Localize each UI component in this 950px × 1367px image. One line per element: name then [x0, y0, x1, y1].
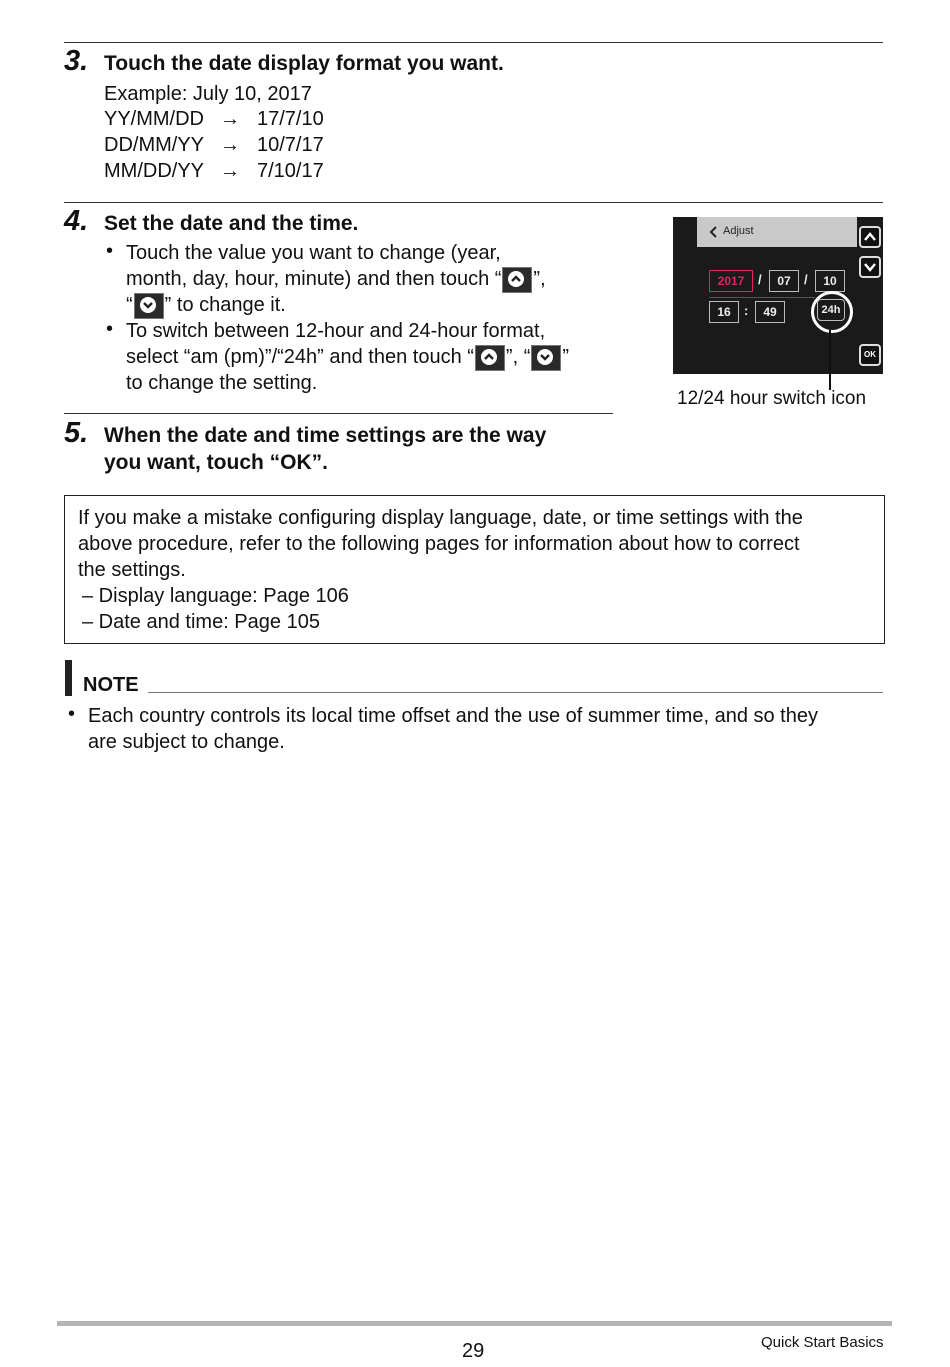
bullet-dot: • — [68, 703, 76, 725]
step-4-bullet-2-line-1: To switch between 12-hour and 24-hour format, — [126, 320, 546, 342]
adjust-title: Adjust — [723, 225, 754, 237]
divider — [709, 297, 815, 298]
info-box — [64, 495, 885, 644]
hour-field[interactable]: 16 — [709, 301, 739, 323]
callout-line — [829, 330, 831, 390]
arrow-icon: → — [220, 160, 240, 182]
top-rule — [64, 42, 883, 43]
chevron-left-icon — [709, 226, 719, 238]
step-3-number: 3. — [64, 45, 89, 77]
time-separator: : — [744, 303, 749, 318]
note-line-1: Each country controls its local time offset and the use of summer time, and so they — [88, 705, 818, 727]
date-separator: / — [804, 272, 808, 287]
step-4-rule — [64, 202, 883, 203]
date-separator: / — [758, 272, 762, 287]
step-4-bullet-2-line-3: to change the setting. — [126, 372, 318, 394]
minute-field[interactable]: 49 — [755, 301, 785, 323]
step-3-example: Example: July 10, 2017 — [104, 83, 312, 105]
adjust-header — [697, 217, 857, 247]
footer-rule — [57, 1321, 892, 1326]
section-label: Quick Start Basics — [761, 1334, 884, 1351]
up-button-icon[interactable] — [859, 226, 881, 248]
camera-screen — [673, 217, 883, 374]
down-button-icon[interactable] — [859, 256, 881, 278]
format-row — [104, 158, 404, 184]
arrow-icon: → — [220, 108, 240, 130]
chevron-up-icon — [475, 345, 505, 371]
format-result: 17/7/10 — [257, 108, 324, 130]
step-5-title-line-1: When the date and time settings are the way — [104, 424, 547, 447]
step-4-title: Set the date and the time. — [104, 212, 359, 235]
step-5-rule — [64, 413, 613, 414]
format-label: DD/MM/YY — [104, 134, 204, 156]
step-5-number: 5. — [64, 417, 89, 449]
format-result: 7/10/17 — [257, 160, 324, 182]
info-line: If you make a mistake configuring display language, date, or time settings with the — [78, 507, 803, 529]
callout-caption: 12/24 hour switch icon — [677, 388, 867, 409]
step-4-bullet-1-line-3: “ ” to change it. — [126, 292, 286, 319]
step-3-title: Touch the date display format you want. — [104, 52, 504, 75]
info-item-date: – Date and time: Page 105 — [82, 611, 320, 633]
format-label: YY/MM/DD — [104, 108, 204, 130]
info-line: the settings. — [78, 559, 186, 581]
note-label: NOTE — [83, 674, 139, 696]
step-5-title-line-2: you want, touch “OK”. — [104, 451, 328, 474]
format-result: 10/7/17 — [257, 134, 324, 156]
format-row — [104, 132, 404, 158]
note-bar — [65, 660, 72, 696]
24h-switch-icon[interactable]: 24h — [817, 299, 845, 321]
ok-button[interactable]: OK — [859, 344, 881, 366]
info-line: above procedure, refer to the following pages for information about how to correct — [78, 533, 800, 555]
step-4-number: 4. — [64, 205, 89, 237]
format-row — [104, 106, 404, 132]
chevron-down-icon — [134, 293, 164, 319]
arrow-icon: → — [220, 134, 240, 156]
chevron-up-icon — [502, 267, 532, 293]
step-4-bullet-2-line-2: select “am (pm)”/“24h” and then touch “ ”, “ ” — [126, 344, 569, 371]
step-4-bullet-1-line-1: Touch the value you want to change (year, — [126, 242, 501, 264]
step-4-bullet-1-line-2: month, day, hour, minute) and then touch “ ”, — [126, 266, 546, 293]
month-field[interactable]: 07 — [769, 270, 799, 292]
page-number: 29 — [462, 1340, 485, 1362]
bullet-dot: • — [106, 318, 114, 340]
day-field[interactable]: 10 — [815, 270, 845, 292]
note-line-2: are subject to change. — [88, 731, 285, 753]
chevron-down-icon — [531, 345, 561, 371]
year-field[interactable]: 2017 — [709, 270, 753, 292]
format-label: MM/DD/YY — [104, 160, 204, 182]
note-rule — [148, 692, 883, 693]
bullet-dot: • — [106, 240, 114, 262]
info-item-language: – Display language: Page 106 — [82, 585, 349, 607]
